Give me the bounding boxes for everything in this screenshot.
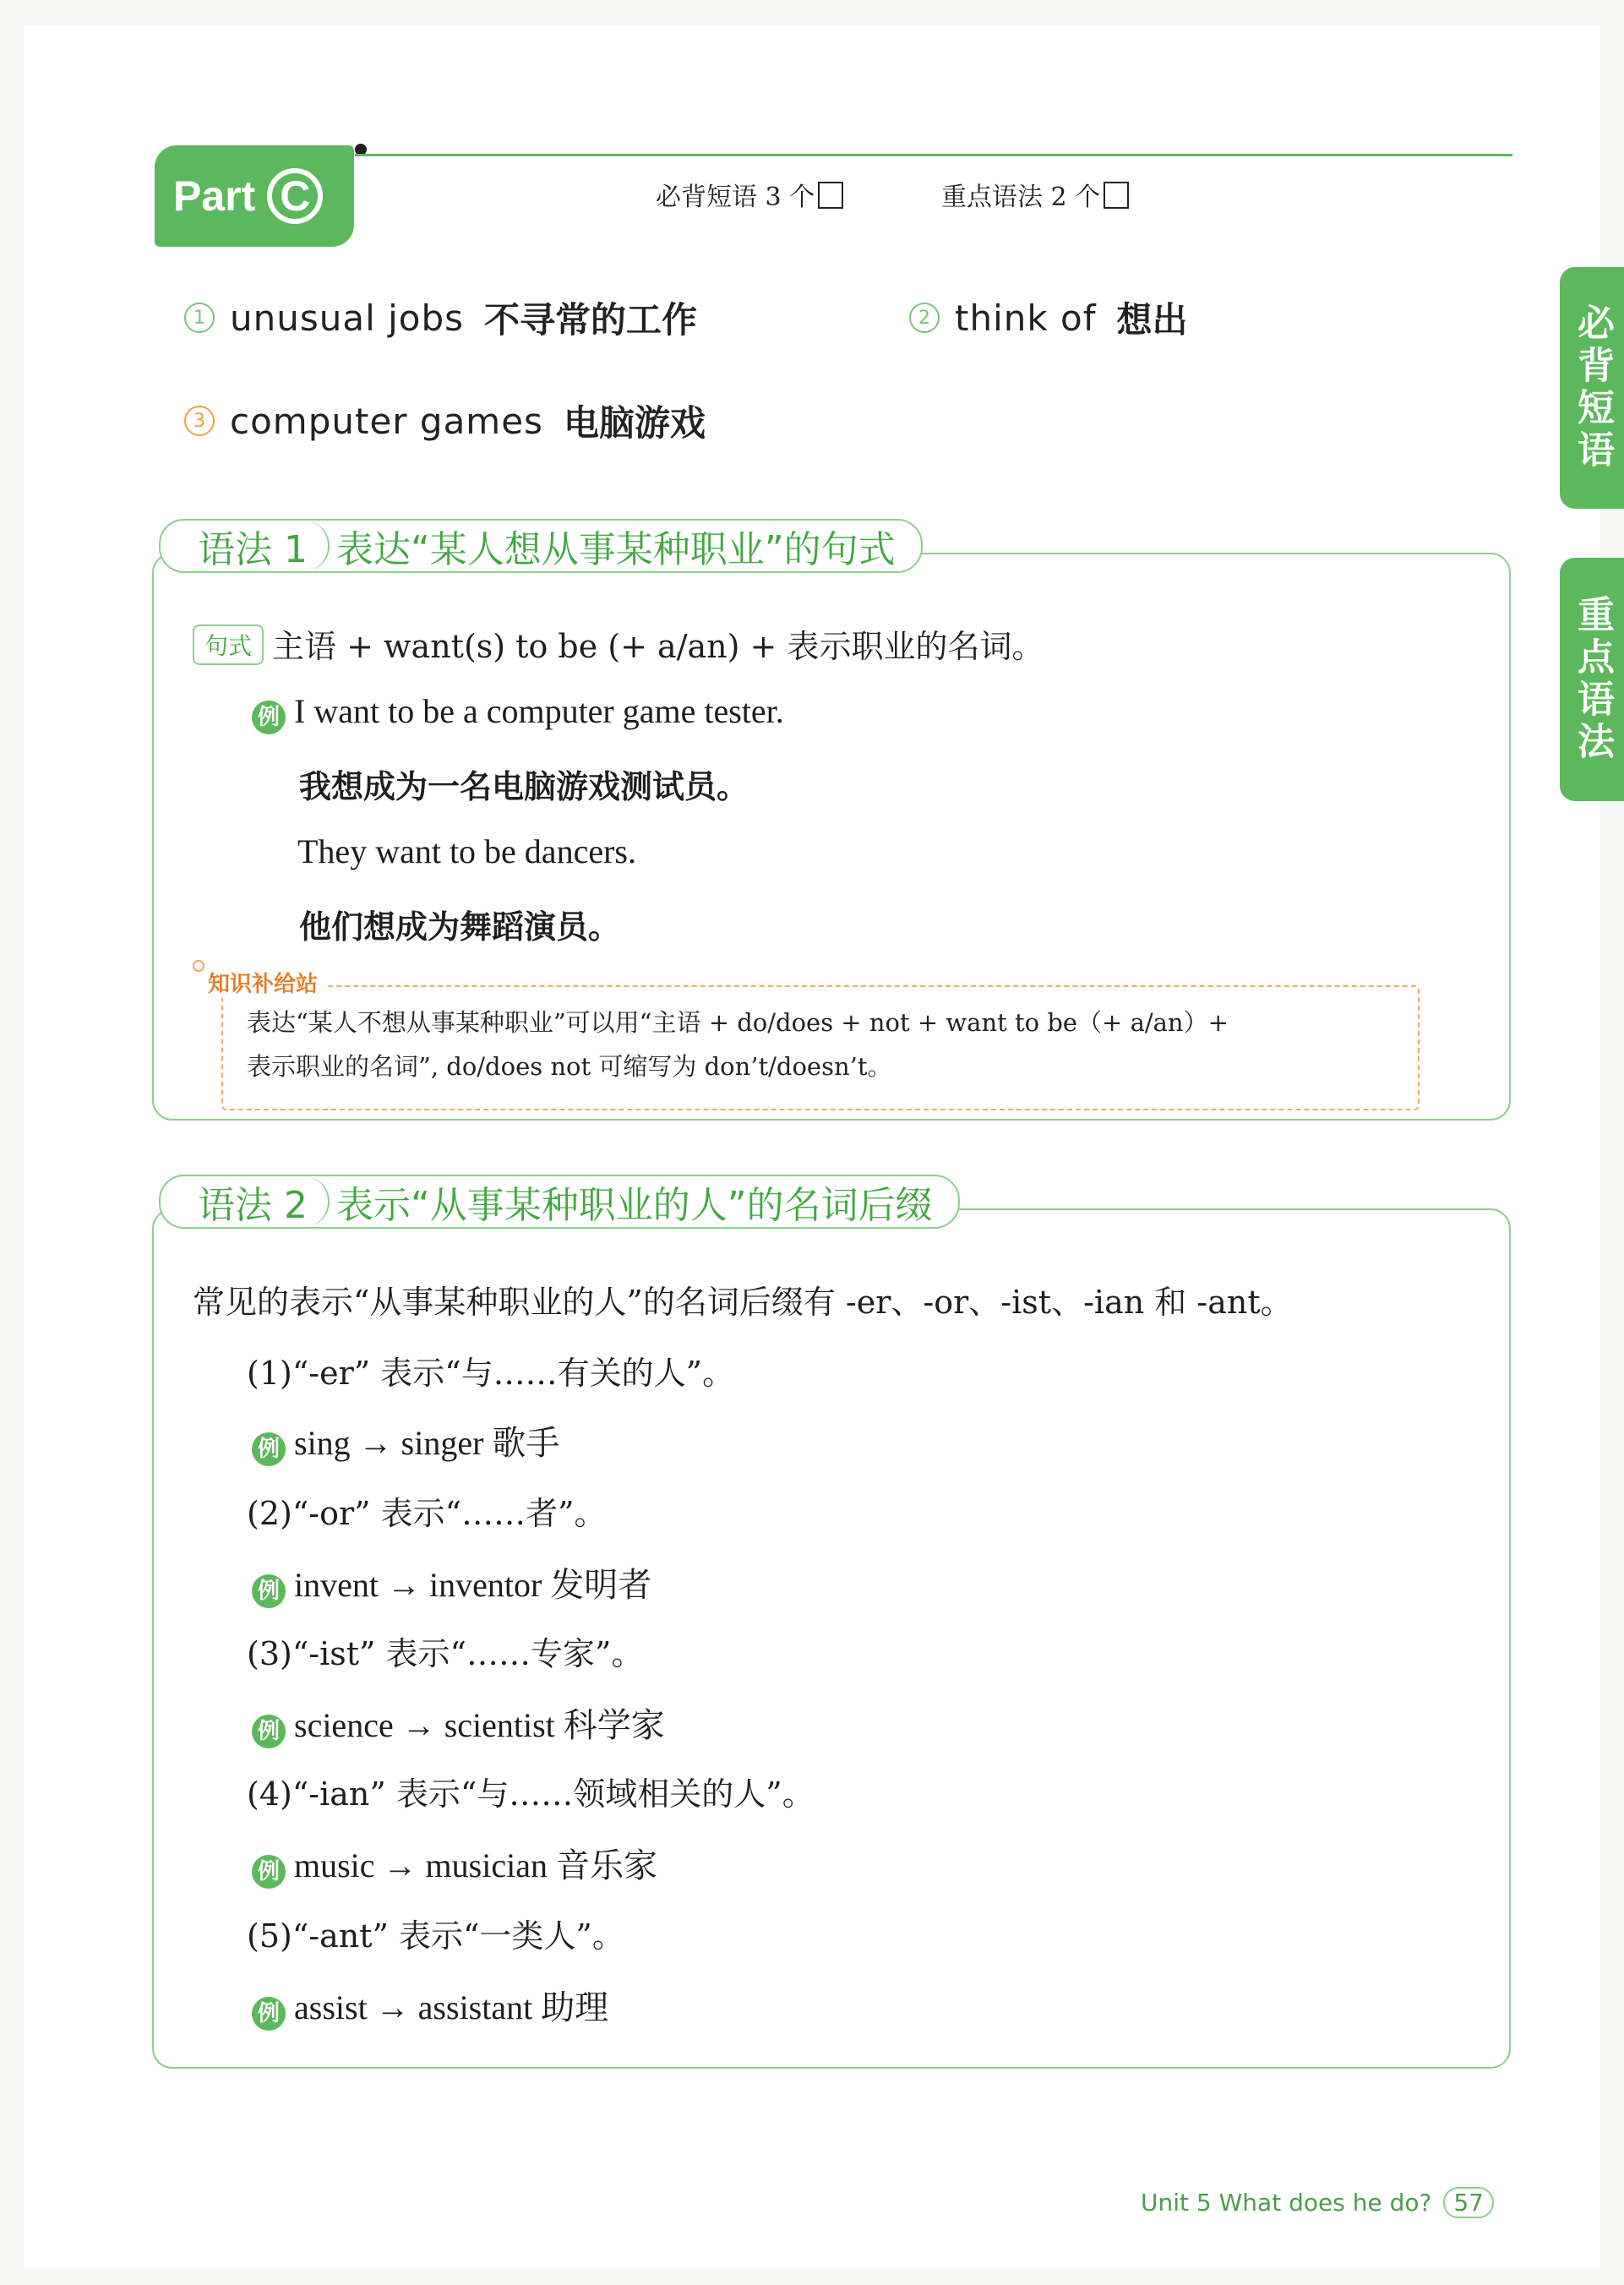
stat-phrases-text: 必背短语 3 个 — [656, 183, 815, 212]
phrase-cn: 电脑游戏 — [563, 402, 706, 444]
grammar1-title-bar — [159, 519, 923, 573]
stat-grammar-text: 重点语法 2 个 — [941, 183, 1101, 212]
example-cn: 他们想成为舞蹈演员。 — [299, 908, 621, 946]
stat-phrases — [656, 176, 843, 213]
suffix-example-text: science → scientist 科学家 — [294, 1706, 665, 1744]
grammar2-label: 语法 2 — [161, 1176, 330, 1227]
phrase-item — [909, 292, 1188, 343]
suffix-rule: (3)“-ist” 表示“……专家”。 — [247, 1635, 644, 1672]
suffix-example — [252, 1981, 608, 2031]
checkbox-icon[interactable] — [1104, 182, 1129, 209]
tab-key-grammar[interactable]: 重点语法 — [1560, 558, 1624, 801]
grammar1-title: 表达“某人想从事某种职业”的句式 — [335, 528, 896, 571]
tip-title: 知识补给站 — [208, 967, 324, 998]
suffix-example — [252, 1558, 651, 1608]
pattern-row — [193, 620, 1044, 667]
pattern-text: 主语 + want(s) to be (+ a/an) + 表示职业的名词。 — [272, 628, 1044, 665]
tip-dot-icon — [193, 960, 204, 972]
suffix-example — [252, 1699, 665, 1748]
tab-must-recite-phrases[interactable]: 必背短语 — [1560, 267, 1624, 509]
suffix-example-text: sing → singer 歌手 — [294, 1424, 560, 1462]
stat-grammar — [941, 176, 1129, 213]
suffix-example — [252, 1839, 657, 1889]
page-footer — [1141, 2187, 1494, 2218]
header-line — [355, 154, 1512, 156]
example-icon: 例 — [252, 1715, 286, 1748]
example-en: I want to be a computer game tester. — [294, 692, 784, 730]
example-icon: 例 — [252, 1432, 286, 1466]
phrase-item — [184, 395, 706, 446]
phrase-en: think of — [955, 297, 1097, 339]
suffix-rule: (5)“-ant” 表示“一类人”。 — [247, 1917, 624, 1955]
suffix-example-text: assist → assistant 助理 — [294, 1988, 609, 2026]
part-label: Part — [173, 172, 256, 220]
part-badge — [155, 145, 354, 247]
page-number: 57 — [1443, 2187, 1494, 2218]
suffix-example-text: music → musician 音乐家 — [294, 1846, 657, 1884]
example-row — [252, 691, 784, 734]
part-letter: C — [267, 168, 323, 224]
number-circle: 1 — [184, 303, 215, 333]
example-en: They want to be dancers. — [297, 832, 636, 870]
number-circle: 2 — [909, 303, 940, 333]
grammar2-intro: 常见的表示“从事某种职业的人”的名词后缀有 -er、-or、-ist、-ian 和 -ant。 — [193, 1284, 1293, 1321]
suffix-example — [252, 1416, 559, 1466]
phrase-en: unusual jobs — [230, 297, 465, 339]
tip-line-2: 表示职业的名词”, do/does not 可缩写为 don’t/doesn’t。 — [247, 1052, 892, 1081]
suffix-rule: (4)“-ian” 表示“与……领域相关的人”。 — [247, 1775, 815, 1813]
example-icon: 例 — [252, 1855, 286, 1889]
grammar2-title: 表示“从事某种职业的人”的名词后缀 — [335, 1184, 933, 1227]
tip-line-1: 表达“某人不想从事某种职业”可以用“主语 + do/does + not + want to be（+ a/an）+ — [247, 1008, 1229, 1037]
example-icon: 例 — [252, 701, 286, 734]
footer-unit-title: Unit 5 What does he do? — [1141, 2189, 1432, 2217]
suffix-rule: (1)“-er” 表示“与……有关的人”。 — [247, 1355, 735, 1392]
example-cn: 我想成为一名电脑游戏测试员。 — [299, 768, 749, 805]
grammar2-title-bar — [159, 1175, 960, 1229]
phrase-cn: 不寻常的工作 — [484, 299, 698, 341]
checkbox-icon[interactable] — [818, 182, 843, 209]
example-icon: 例 — [252, 1997, 286, 2031]
phrase-item — [184, 292, 697, 343]
phrase-cn: 想出 — [1116, 299, 1188, 341]
grammar1-label: 语法 1 — [161, 521, 330, 571]
suffix-rule: (2)“-or” 表示“……者”。 — [247, 1495, 607, 1532]
suffix-example-text: invent → inventor 发明者 — [294, 1566, 652, 1604]
number-circle: 3 — [184, 406, 215, 436]
example-icon: 例 — [252, 1574, 286, 1608]
pattern-tag: 句式 — [193, 624, 264, 665]
phrase-en: computer games — [230, 400, 543, 442]
